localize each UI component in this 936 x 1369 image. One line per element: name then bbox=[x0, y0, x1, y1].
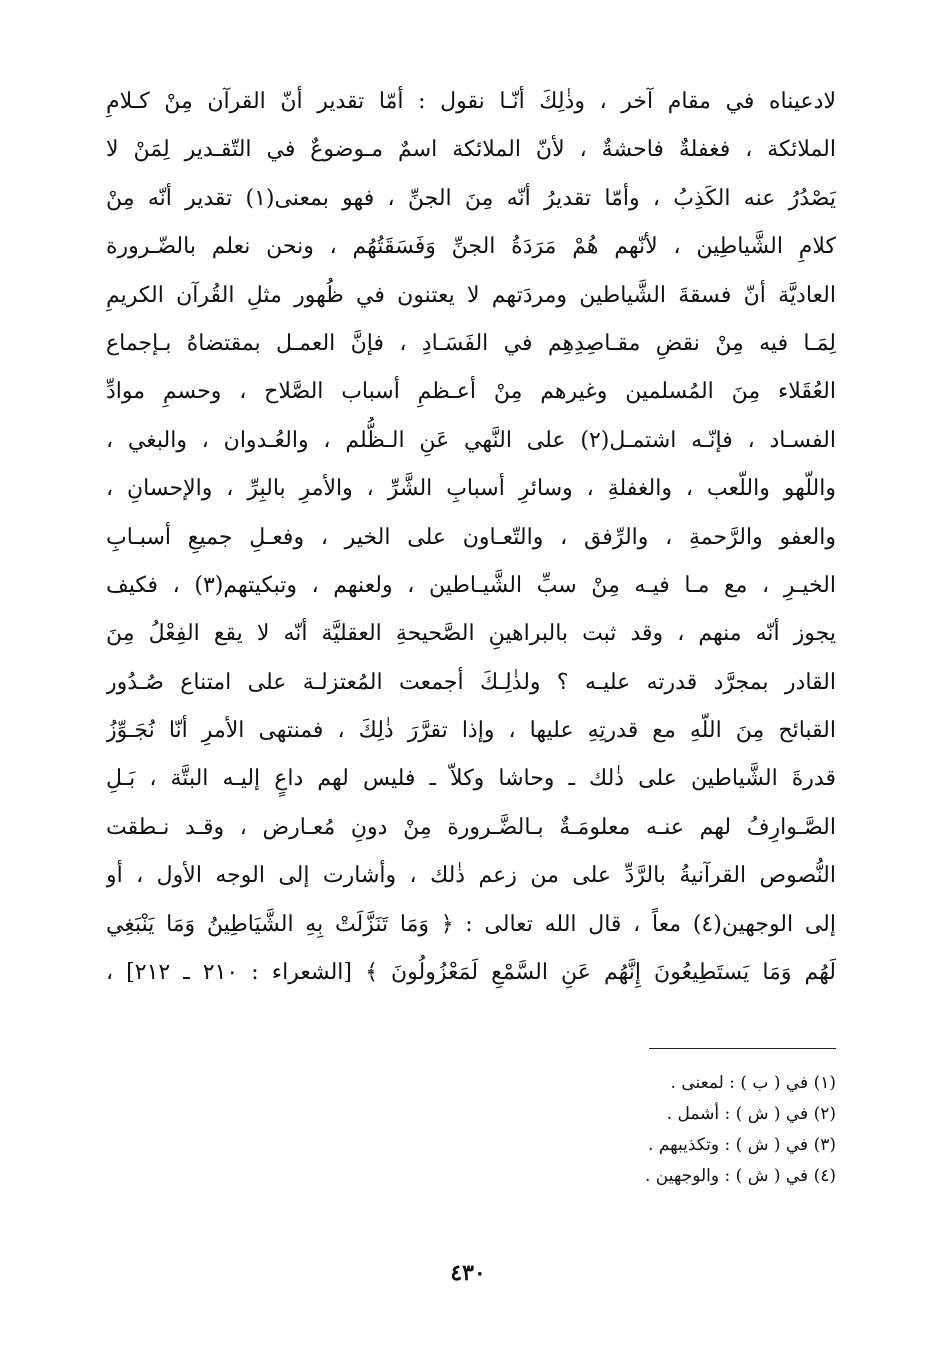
text-line: واللّهو واللّعب ، والغفلةِ ، وسائرِ أسبابِ الشَّرِّ ، والأمرِ بالبِرِّ ، والإحسانِ ، bbox=[106, 476, 836, 502]
text-line: النُّصوص القرآنيةُ بالرَّدِّ على من زعم ذٰلك ، وأشارت إلى الوجه الأول ، أو bbox=[106, 863, 836, 889]
body-text bbox=[106, 78, 836, 997]
page-number: ٤٣٠ bbox=[450, 1260, 486, 1286]
text-line: القادر بمجرَّد قدرته عليـه ؟ ولذٰلِـكَ أجمعت المُعتزلـة على امتناع صُـدُور bbox=[106, 669, 836, 695]
text-line: العاديَّة أنّ فسقةَ الشَّياطين ومردَتهم لا يعتنون في ظُهور مثلِ القُرآن الكريمِ bbox=[106, 282, 836, 308]
text-line: القبائح مِنَ اللّهِ مع قدرتِهِ عليها ، وإذا تقرَّرَ ذٰلِكَ ، فمنتهى الأمرِ أنّا نُجَـوِّزُ bbox=[106, 718, 836, 744]
text-line: العُقَلاء مِنَ المُسلمين وغيرهم مِنْ أعـظمِ أسباب الصَّلاح ، وحسمِ موادِّ bbox=[106, 379, 836, 405]
footnote: (٢) في ( ش ) : أشمل . bbox=[666, 1104, 836, 1124]
text-line: قدرةَ الشَّياطين على ذٰلك ـ وحاشا وكلاّ ـ فليس لهم داعٍ إليـه البتَّة ، بَـلِ bbox=[106, 766, 836, 792]
footnote: (١) في ( ب ) : لمعنى . bbox=[670, 1073, 836, 1093]
text-line: لادعيناه في مقام آخر ، وذٰلِكَ أنّـا نقول : أمّا تقدير أنّ القرآن مِنْ كـلامِ bbox=[106, 89, 836, 114]
text-line: الفسـاد ، فإنّـه اشتمـل(٢) على النَّهي عَنِ الـظُّلم ، والعُـدوان ، والبغي ، bbox=[106, 427, 836, 453]
text-line: الصَّـوارِفُ لهم عنـه معلومَـةٌ بـالضَّـرورة مِنْ دونِ مُعـارض ، وقـد نـطقت bbox=[106, 814, 836, 840]
footnote: (٤) في ( ش ) : والوجهين . bbox=[645, 1166, 836, 1186]
text-line: يَصْدُرُ عنه الكَذِبُ ، وأمّا تقديرُ أنّه مِنَ الجنِّ ، فهو بمعنى(١) تقدير أنّه مِنْ bbox=[106, 185, 836, 211]
text-line: والعفو والرَّحمةِ ، والرِّفق ، والتّعـاون على الخير ، وفعـلِ جميعِ أسبـابِ bbox=[106, 524, 836, 550]
footnote: (٣) في ( ش ) : وتكذيبهم . bbox=[648, 1135, 836, 1155]
text-line: الخيـرِ ، مع مـا فيـه مِنْ سبِّ الشَّيـاطين ، ولعنهم ، وتبكيتهم(٣) ، فكيف bbox=[106, 572, 836, 598]
text-line: لِمَـا فيه مِنْ نقضِ مقـاصِدِهِم في الفَسَـادِ ، فإنَّ العمـل بمقتضاهُ بـإجماع bbox=[106, 330, 836, 356]
text-line: كلامِ الشَّياطِين ، لأنّهم هُمْ مَرَدَةُ الجنِّ وَفَسَقَتُهُم ، ونحن نعلم بالضّـرورة bbox=[106, 234, 836, 260]
footnote-divider bbox=[649, 1048, 836, 1049]
text-line: لَهُم وَمَا يَستَطِيعُونَ إِنَّهُم عَنِ السَّمْعِ لَمَعْزُولُونَ ﴾ [الشعراء : ٢١٠ ـ ٢١٢] ، bbox=[106, 960, 836, 986]
footnotes bbox=[436, 1068, 836, 1192]
text-line: إلى الوجهين(٤) معاً ، قال الله تعالى : ﴿ وَمَا تَنَزَّلَتْ بِهِ الشَّيَاطِينُ وَمَا يَنْبَغِي bbox=[106, 911, 836, 937]
text-line: الملائكة ، فغفلةٌ فاحشةٌ ، لأنّ الملائكة اسمٌ مـوضوعٌ في التّقـدير لِمَنْ لا bbox=[106, 137, 836, 163]
text-line: يجوز أنّه منهم ، وقد ثبت بالبراهينِ الصَّحيحةِ العقليَّة أنّه لا يقع الفِعْلُ مِنَ bbox=[106, 621, 836, 647]
